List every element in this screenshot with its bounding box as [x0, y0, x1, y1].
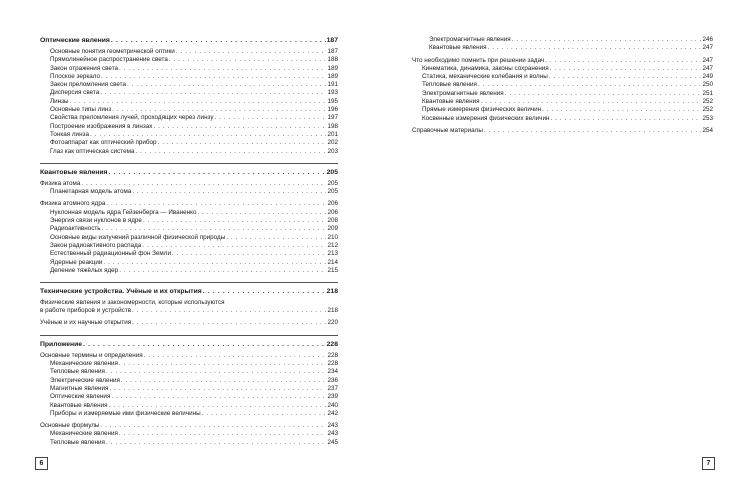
toc-page-number: 205 [326, 168, 338, 176]
toc-entry-title: Нуклонная модель ядра Гейзенберга — Иваненко [50, 208, 197, 216]
toc-entry[interactable] [40, 430, 338, 438]
toc-page-number: 189 [327, 64, 338, 72]
dot-leader [101, 73, 327, 81]
toc-entry-title: в работе приборов и устройств [40, 307, 132, 315]
toc-entry[interactable] [40, 368, 338, 376]
dot-leader [127, 81, 326, 89]
toc-entry-title: Основные понятия геометрической оптики [50, 48, 175, 55]
toc-entry-title: Закон отражения света [50, 64, 119, 72]
toc-entry[interactable] [412, 57, 713, 65]
dot-leader [70, 98, 327, 106]
toc-page-number: 201 [327, 130, 338, 138]
toc-entry-title: Оптические явления [50, 393, 111, 401]
dot-leader [109, 402, 327, 410]
toc-page-number: 249 [702, 73, 713, 81]
toc-page-number: 247 [702, 64, 713, 72]
toc-entry[interactable] [412, 73, 713, 81]
toc-page-number: 210 [327, 233, 338, 241]
toc-entry[interactable] [40, 56, 338, 64]
toc-page-number: 240 [327, 401, 338, 409]
toc-page-number: 198 [327, 122, 338, 130]
toc-entry-title: Оптические явления [40, 37, 110, 44]
toc-entry-title: Закон радиоактивного распада [50, 241, 142, 249]
dot-leader [144, 352, 327, 360]
toc-entry[interactable] [40, 188, 338, 196]
toc-entry[interactable] [412, 81, 713, 89]
dot-leader [108, 168, 325, 178]
toc-entry[interactable] [40, 402, 338, 410]
toc-entry[interactable] [40, 439, 338, 447]
toc-entry-title: Квантовые явления [429, 44, 487, 52]
dot-leader [549, 73, 702, 81]
toc-page-number: 205 [327, 188, 338, 196]
toc-page-number: 228 [326, 340, 338, 348]
dot-leader [176, 48, 327, 56]
toc-entry-title: Электромагнитные явления [422, 89, 504, 97]
toc-entry-title: Технические устройства. Учёные и их открытия [40, 288, 202, 296]
dot-leader [550, 115, 701, 123]
toc-entry[interactable] [412, 65, 713, 73]
page-number-left: 6 [35, 457, 48, 470]
toc-entry-title: Тепловые явления [50, 438, 105, 446]
toc-entry-title: Прямые измерения физических величин [422, 106, 542, 114]
toc-entry[interactable] [40, 360, 338, 368]
dot-leader [132, 319, 326, 327]
toc-entry-title: Статика, механические колебания и волны [422, 73, 548, 81]
toc-page-number: 239 [327, 393, 338, 401]
toc-entry[interactable] [40, 139, 338, 147]
toc-page-number: 246 [702, 36, 713, 43]
dot-leader [226, 234, 326, 242]
dot-leader [119, 267, 326, 275]
toc-entry[interactable] [40, 307, 338, 315]
toc-page-number: 187 [326, 37, 338, 44]
dot-leader [106, 368, 327, 376]
right-toc [412, 36, 713, 135]
toc-entry[interactable] [40, 422, 338, 430]
toc-entry-title: Учёные и их научные открытия [40, 319, 132, 327]
toc-entry[interactable] [412, 115, 713, 123]
dot-leader [505, 90, 702, 98]
page-number-right: 7 [702, 457, 715, 470]
toc-entry[interactable] [412, 106, 713, 114]
toc-page-number: 209 [327, 225, 338, 233]
toc-entry-title: Приложение [40, 340, 83, 348]
toc-page-number: 206 [327, 200, 338, 208]
toc-entry-title: Физика атома [40, 179, 81, 187]
toc-entry[interactable] [40, 299, 338, 307]
dot-leader [121, 377, 327, 385]
toc-page-number: 228 [327, 360, 338, 368]
dot-leader [100, 89, 326, 97]
toc-entry-title: Электромагнитные явления [429, 36, 511, 43]
toc-entry[interactable] [40, 410, 338, 418]
toc-page-number: 196 [327, 106, 338, 114]
toc-page-number: 193 [327, 89, 338, 97]
toc-entry[interactable] [40, 81, 338, 89]
toc-entry-title: Физика атомного ядра [40, 200, 106, 208]
dot-leader [478, 81, 702, 89]
toc-entry-title: Плоское зеркало [50, 72, 100, 80]
toc-page-number: 218 [327, 307, 338, 315]
dot-leader [119, 430, 327, 438]
toc-entry-title: Построение изображения в линзах [50, 122, 153, 130]
dot-leader [135, 148, 326, 156]
toc-page-number: 247 [702, 56, 713, 64]
dot-leader [106, 439, 327, 447]
toc-entry[interactable] [40, 319, 338, 327]
toc-entry-title: Квантовые явления [50, 401, 108, 409]
toc-page-number: 187 [327, 48, 338, 55]
toc-entry-title: Тепловые явления [422, 81, 477, 89]
dot-leader [542, 106, 701, 114]
toc-section-heading[interactable] [40, 287, 338, 297]
toc-page-number: 253 [702, 114, 713, 122]
toc-entry-title: Механические явления [50, 360, 118, 368]
dot-leader [109, 385, 326, 393]
toc-entry-title: Основные термины и определения [40, 351, 143, 359]
toc-entry[interactable] [40, 200, 338, 208]
dot-leader [484, 127, 702, 135]
toc-page-number: 234 [327, 368, 338, 376]
dot-leader [132, 188, 326, 196]
toc-page-number: 208 [327, 217, 338, 225]
toc-page-number: 191 [327, 81, 338, 89]
toc-entry[interactable] [412, 44, 713, 52]
dot-leader [550, 65, 702, 73]
toc-entry-title: Основные формулы [40, 422, 100, 430]
dot-leader [100, 422, 326, 430]
dot-leader [202, 410, 327, 418]
toc-entry[interactable] [40, 242, 338, 250]
toc-entry-title: Физические явления и закономерности, которые используются [40, 299, 225, 307]
toc-entry[interactable] [40, 209, 338, 217]
toc-entry-title: Энергия связи нуклонов в ядре [50, 217, 142, 225]
toc-entry-title: Планетарная модель атома [50, 188, 132, 196]
toc-section-heading[interactable] [40, 168, 338, 178]
toc-entry-title: Ядерные реакции [50, 258, 103, 266]
toc-page-number: 205 [327, 179, 338, 187]
toc-entry-title: Кинематика, динамика, законы сохранения [422, 64, 549, 72]
dot-leader [142, 242, 326, 250]
dot-leader [172, 250, 327, 258]
dot-leader [203, 287, 326, 297]
toc-entry-title: Механические явления [50, 430, 118, 438]
toc-page-number: 247 [702, 44, 713, 52]
toc-entry-title: Глаз как оптическая система [50, 147, 135, 155]
toc-entry-title: Справочные материалы [412, 126, 483, 134]
dot-leader [481, 98, 702, 106]
toc-page-number: 252 [702, 106, 713, 114]
toc-page-number: 251 [702, 89, 713, 97]
dot-leader [143, 217, 327, 225]
toc-entry-title: Естественный радиационный фон Земли [50, 250, 171, 258]
dot-leader [119, 360, 327, 368]
dot-leader [81, 180, 326, 188]
toc-entry[interactable] [40, 180, 338, 188]
toc-page-number: 214 [327, 258, 338, 266]
toc-page-number: 242 [327, 409, 338, 417]
toc-entry-title: Деление тяжёлых ядер [50, 266, 119, 274]
section-divider [40, 282, 338, 283]
dot-leader [169, 56, 327, 64]
section-divider [40, 335, 338, 336]
toc-page-number: 220 [327, 319, 338, 327]
dot-leader [215, 114, 327, 122]
dot-leader [512, 36, 702, 44]
toc-entry-title: Квантовые явления [40, 168, 108, 176]
toc-page-number: 213 [327, 250, 338, 258]
toc-entry[interactable] [40, 385, 338, 393]
toc-page-number: 237 [327, 384, 338, 392]
toc-entry-title: Линзы [50, 97, 69, 105]
toc-page-number: 197 [327, 114, 338, 122]
dot-leader [158, 139, 327, 147]
dot-leader [102, 225, 327, 233]
dot-leader [106, 200, 326, 208]
toc-entry-title: Косвенные измерения физических величин [422, 114, 550, 122]
dot-leader [111, 36, 326, 46]
toc-entry[interactable] [40, 73, 338, 81]
toc-entry-title: Приборы и измеряемые ими физические величины [50, 409, 201, 417]
toc-entry-title: Основные типы линз [50, 106, 112, 114]
toc-entry[interactable] [40, 89, 338, 97]
toc-entry[interactable] [40, 65, 338, 73]
toc-page-number: 218 [326, 288, 338, 296]
toc-entry[interactable] [412, 90, 713, 98]
toc-page-number: 202 [327, 139, 338, 147]
toc-entry[interactable] [40, 250, 338, 258]
toc-page-number: 206 [327, 208, 338, 216]
toc-page-number: 203 [327, 147, 338, 155]
toc-entry[interactable] [40, 234, 338, 242]
toc-page-number: 243 [327, 422, 338, 430]
toc-entry-title: Свойства преломления лучей, проходящих через линзу [50, 114, 214, 122]
right-page [375, 0, 750, 493]
toc-page-number: 188 [327, 56, 338, 64]
toc-entry-title: Квантовые явления [422, 98, 480, 106]
dot-leader [153, 123, 326, 131]
toc-page-number: 236 [327, 376, 338, 384]
toc-entry-title: Тепловые явления [50, 368, 105, 376]
dot-leader [103, 259, 326, 267]
dot-leader [197, 209, 326, 217]
dot-leader [111, 393, 326, 401]
toc-entry[interactable] [412, 36, 713, 44]
toc-entry-title: Дисперсия света [50, 89, 100, 97]
toc-entry-title: Что необходимо помнить при решении задач [412, 56, 545, 64]
toc-entry-title: Тонкая линза [50, 130, 89, 138]
toc-section-heading[interactable] [40, 36, 338, 46]
dot-leader [83, 340, 326, 350]
toc-page-number: 212 [327, 241, 338, 249]
toc-page-number: 243 [327, 430, 338, 438]
dot-leader [545, 57, 701, 65]
dot-leader [132, 307, 326, 315]
dot-leader [119, 65, 326, 73]
toc-entry-title: Прямолинейное распространение света [50, 56, 168, 64]
left-toc [40, 36, 338, 447]
toc-entry-title: Магнитные явления [50, 384, 109, 392]
toc-entry[interactable] [40, 393, 338, 401]
dot-leader [488, 44, 702, 52]
toc-entry[interactable] [40, 225, 338, 233]
toc-entry[interactable] [40, 217, 338, 225]
toc-entry[interactable] [40, 352, 338, 360]
toc-section-heading[interactable] [40, 340, 338, 350]
toc-page-number: 215 [327, 266, 338, 274]
toc-entry-title: Закон преломления света [50, 81, 127, 89]
toc-entry[interactable] [412, 127, 713, 135]
toc-page-number: 195 [327, 97, 338, 105]
toc-entry-title: Радиоактивность [50, 225, 101, 233]
toc-entry[interactable] [40, 267, 338, 275]
toc-entry-title: Электрические явления [50, 376, 120, 384]
toc-entry[interactable] [40, 98, 338, 106]
toc-page-number: 228 [327, 351, 338, 359]
section-divider [40, 163, 338, 164]
toc-entry[interactable] [40, 114, 338, 122]
toc-page-number: 252 [702, 98, 713, 106]
toc-entry-title: Фотоаппарат как оптический прибор [50, 139, 157, 147]
toc-entry[interactable] [40, 123, 338, 131]
toc-entry[interactable] [40, 148, 338, 156]
toc-page-number: 250 [702, 81, 713, 89]
toc-entry[interactable] [40, 377, 338, 385]
toc-entry[interactable] [412, 98, 713, 106]
toc-page-number: 245 [327, 438, 338, 446]
toc-page-number: 189 [327, 72, 338, 80]
toc-entry-title: Основные виды излучений различной физической природы [50, 233, 226, 241]
toc-entry[interactable] [40, 259, 338, 267]
toc-page-number: 254 [702, 126, 713, 134]
